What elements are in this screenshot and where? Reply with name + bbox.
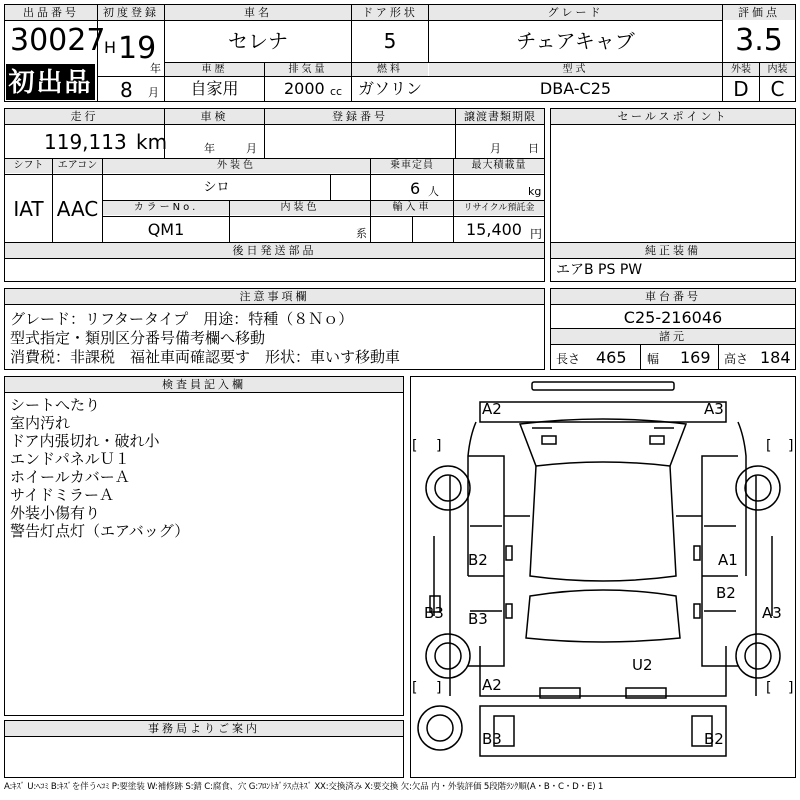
inspector-note: シートへたり (10, 396, 101, 414)
first-reg-header: 初度登録 (98, 5, 164, 20)
first-listing-badge: 初出品 (6, 64, 95, 100)
score: 3.5 (735, 23, 783, 58)
aircon: AAC (56, 197, 99, 221)
history-header: 車歴 (165, 63, 264, 76)
inspector-note: サイドミラーＡ (10, 486, 114, 504)
later-parts-header: 後日発送部品 (5, 243, 544, 258)
interior-header: 内装 (760, 63, 795, 76)
reg-month: 8 (120, 78, 133, 102)
color-no-header: カラーNo. (103, 201, 229, 215)
reg-year: 19 (118, 31, 157, 66)
svg-text:]: ] (788, 680, 794, 696)
model-code: DBA-C25 (539, 79, 612, 98)
lot-no-header: 出品番号 (5, 5, 97, 20)
damage-mark: A1 (718, 551, 738, 569)
import-header: 輸入車 (371, 201, 453, 215)
displacement-header: 排気量 (265, 63, 351, 76)
damage-mark: A3 (762, 604, 782, 622)
inspector-note: ホイールカバーＡ (10, 468, 130, 486)
door-count: 5 (383, 29, 397, 53)
inspector-note: ドア内張切れ・破れ小 (10, 432, 160, 450)
score-header: 評価点 (723, 5, 795, 20)
transfer-header: 譲渡書類期限 (456, 109, 544, 124)
svg-text:]: ] (436, 680, 442, 696)
grade: チェアキャブ (516, 29, 635, 53)
damage-mark: A3 (704, 400, 724, 418)
sales-point-header: セールスポイント (551, 109, 795, 124)
capacity: 6 (410, 179, 421, 198)
door-header: ドア形状 (352, 5, 428, 20)
fuel-header: 燃料 (352, 63, 428, 76)
damage-mark: B3 (424, 604, 444, 622)
office-header: 事務局よりご案内 (5, 721, 403, 736)
genuine-equip-header: 純正装備 (551, 243, 795, 258)
chassis-no: C25-216046 (623, 308, 723, 327)
height: 184 (760, 348, 791, 367)
grade-header: グレード (429, 5, 722, 20)
max-load-header: 最大積載量 (454, 159, 544, 173)
caution-line-3: 消費税：非課税 福祉車両確認要す 形状：車いす移動車 (10, 348, 401, 366)
damage-mark: B2 (704, 730, 724, 748)
car-name: セレナ (228, 29, 288, 53)
caution-line-1: グレード：リフタータイプ 用途：特種（８Ｎｏ） (10, 310, 354, 328)
interior-grade: C (770, 77, 785, 101)
damage-mark: B2 (716, 584, 736, 602)
inspector-note: 警告灯点灯（エアバッグ） (10, 522, 190, 540)
inspector-note: 外装小傷有り (10, 504, 101, 522)
caution-header: 注意事項欄 (5, 289, 544, 304)
era: H (104, 38, 117, 57)
inspector-header: 検査員記入欄 (5, 377, 403, 392)
reg-no-header: 登録番号 (265, 109, 455, 124)
genuine-equip: エアB PS PW (556, 262, 643, 278)
shift: IAT (13, 197, 44, 221)
model-code-header: 型式 (429, 63, 722, 76)
shift-header: シフト (5, 159, 52, 173)
inspection-header: 車検 (165, 109, 264, 124)
exterior-header: 外装 (723, 63, 759, 76)
legend: A:ｷｽﾞ U:ﾍｺﾐ B:ｷｽﾞを伴うﾍｺﾐ P:要塗装 W:補修跡 S:錆 C:腐食、穴 G:ﾌﾛﾝﾄｶﾞﾗｽ点ｷｽﾞ XX:交換済み X:要交換 欠:欠品 内・外装評価 5段階ﾗﾝｸ順(A・B・C・D・E) 1 (4, 782, 604, 792)
damage-mark: U2 (632, 656, 653, 674)
damage-mark: A2 (482, 400, 502, 418)
ext-color-header: 外装色 (103, 159, 370, 173)
lot-number: 30027 (10, 23, 106, 58)
dimensions-header: 諸元 (551, 329, 795, 344)
fuel: ガソリン (357, 79, 422, 98)
car-damage-diagram (410, 376, 796, 778)
recycle-header: リサイクル預託金 (454, 201, 544, 215)
history: 自家用 (190, 79, 239, 98)
damage-mark: A2 (482, 676, 502, 694)
svg-text:]: ] (436, 438, 442, 454)
int-color-header: 内装色 (230, 201, 370, 215)
car-name-header: 車名 (165, 5, 351, 20)
color-no: QM1 (147, 220, 185, 239)
inspector-note: エンドパネルＵ１ (10, 450, 130, 468)
length: 465 (596, 348, 627, 367)
svg-text:[: [ (412, 680, 418, 696)
bracket-label: [ (412, 438, 418, 454)
capacity-header: 乗車定員 (371, 159, 453, 173)
damage-mark: B3 (468, 610, 488, 628)
damage-mark: B2 (468, 551, 488, 569)
inspector-note: 室内汚れ (10, 414, 71, 432)
width: 169 (680, 348, 711, 367)
exterior-grade: D (733, 77, 749, 101)
chassis-header: 車台番号 (551, 289, 795, 304)
svg-text:[: [ (766, 438, 772, 454)
damage-mark: B3 (482, 730, 502, 748)
aircon-header: エアコン (53, 159, 102, 173)
mileage: 119,113 (44, 130, 127, 154)
caution-line-2: 型式指定・類別区分番号備考欄へ移動 (10, 329, 266, 347)
mileage-header: 走行 (5, 109, 164, 124)
ext-color: シロ (203, 180, 230, 195)
displacement: 2000 (284, 79, 325, 98)
recycle-fee: 15,400 (466, 220, 522, 239)
svg-text:]: ] (788, 438, 794, 454)
svg-text:[: [ (766, 680, 772, 696)
